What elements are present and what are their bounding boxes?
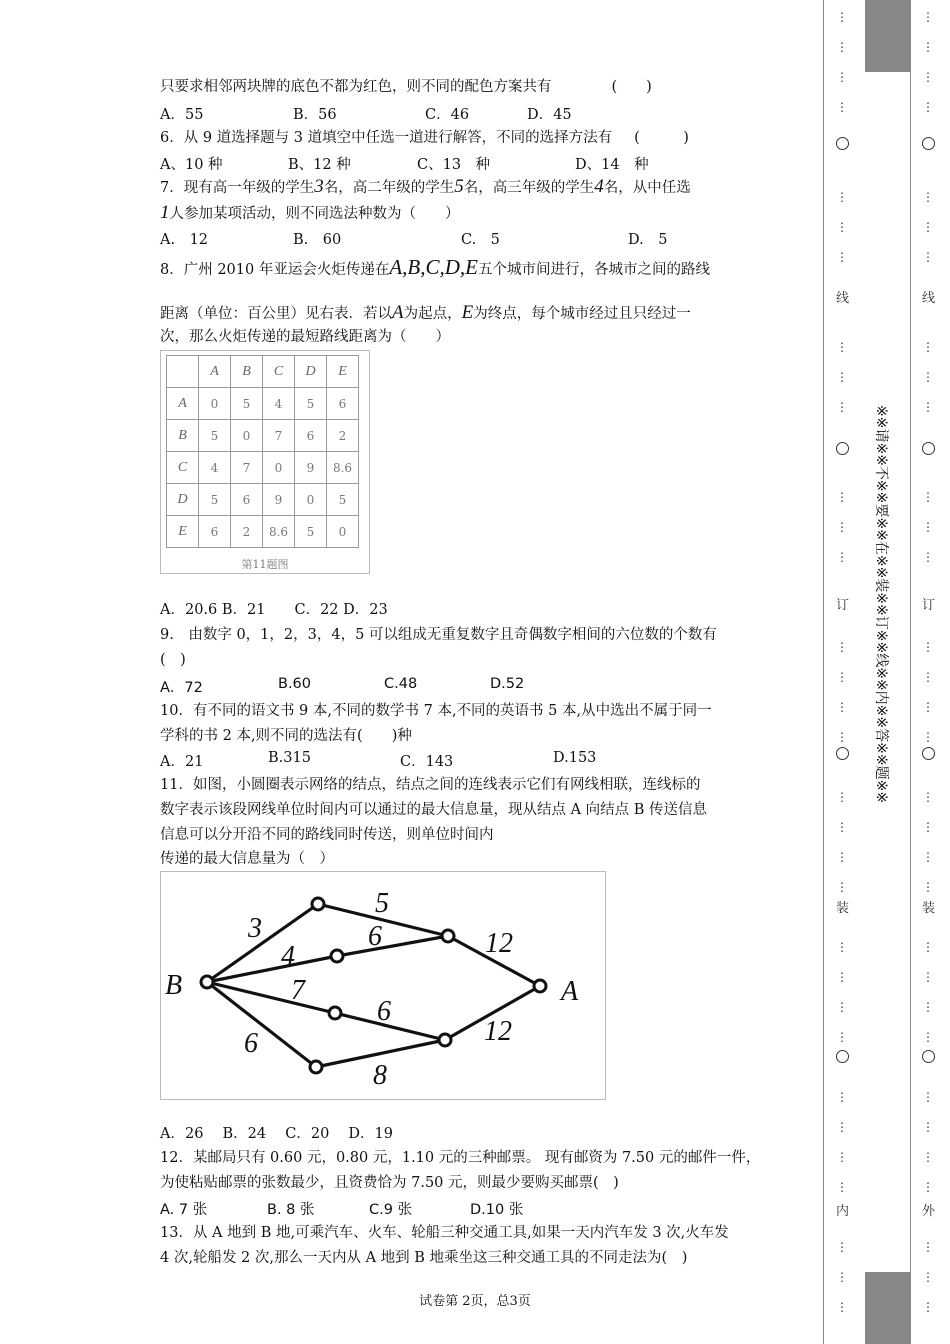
binding-dots: ⋮ (836, 1150, 848, 1164)
node-b-label: B (165, 970, 183, 1001)
binding-dots: ⋮ (836, 820, 848, 834)
table-header-cell: A (199, 356, 231, 388)
table-cell: 2 (327, 420, 359, 452)
binding-gray-bottom (865, 1272, 910, 1344)
q7-option-a: A. 12 (160, 232, 209, 248)
table-row (167, 356, 359, 388)
binding-dots: ⋮ (836, 40, 848, 54)
table-cell: 4 (199, 452, 231, 484)
node-a (534, 980, 546, 992)
binding-circle (922, 137, 935, 150)
binding-label-zhuang: 装 (836, 901, 850, 916)
binding-dots: ⋮ (836, 250, 848, 264)
table-header-cell: B (167, 420, 199, 452)
q5-option-d: D．45 (527, 107, 572, 123)
binding-dots: ⋮ (836, 490, 848, 504)
edge-label: 12 (484, 1016, 512, 1047)
q7-option-c: C. 5 (461, 232, 500, 248)
table-cell: 8.6 (263, 516, 295, 548)
binding-circle (922, 747, 935, 760)
binding-dots: ⋮ (922, 190, 934, 204)
table-cell: 0 (327, 516, 359, 548)
distance-table (166, 355, 359, 548)
binding-dots: ⋮ (922, 1000, 934, 1014)
warning-text: ※※请※※不※※要※※在※※装※※订※※线※※内※※答※※题※※ (873, 405, 889, 804)
table-header-cell: E (167, 516, 199, 548)
binding-dots: ⋮ (922, 1090, 934, 1104)
binding-circle (836, 747, 849, 760)
q7-line1: 7．现有高一年级的学生3名，高二年级的学生5名，高三年级的学生4名，从中任选 (160, 176, 691, 197)
q12-option-c: C.9 张 (369, 1202, 413, 1218)
table-cell: 8.6 (327, 452, 359, 484)
q9-option-d: D.52 (490, 676, 525, 692)
network-diagram (161, 872, 605, 1099)
binding-dots: ⋮ (836, 1300, 848, 1314)
table-row (167, 516, 359, 548)
q11-line1: 11．如图，小圆圈表示网络的结点，结点之间的连线表示它们有网线相联，连线标的 (160, 777, 701, 793)
binding-dots: ⋮ (922, 220, 934, 234)
q6-option-b: B、12 种 (288, 157, 351, 173)
binding-dots: ⋮ (922, 700, 934, 714)
table-cell: 5 (199, 420, 231, 452)
q9-paren: ( ) (160, 652, 186, 668)
binding-label-inner: 内 (836, 1204, 850, 1219)
binding-dots: ⋮ (836, 670, 848, 684)
table-cell: 2 (231, 516, 263, 548)
binding-label-zhuang-outer: 装 (922, 901, 936, 916)
binding-circle (836, 442, 849, 455)
table-header-cell: B (231, 356, 263, 388)
binding-circle (836, 1050, 849, 1063)
table-header-cell: D (295, 356, 327, 388)
binding-strip-outer (910, 0, 950, 1344)
binding-dots: ⋮ (922, 550, 934, 564)
q10-line2: 学科的书 2 本,则不同的选法有( )种 (160, 728, 412, 744)
table-cell: 7 (263, 420, 295, 452)
binding-dots: ⋮ (836, 790, 848, 804)
binding-dots: ⋮ (836, 70, 848, 84)
q6-text: 6．从 9 道选择题与 3 道填空中任选一道进行解答，不同的选择方法有 ( ) (160, 130, 689, 146)
binding-dots: ⋮ (836, 370, 848, 384)
binding-dots: ⋮ (836, 730, 848, 744)
edge-label: 4 (281, 941, 295, 972)
binding-dots: ⋮ (836, 1270, 848, 1284)
binding-label-xian: 线 (836, 291, 850, 306)
binding-dots: ⋮ (836, 100, 848, 114)
binding-dots: ⋮ (836, 1240, 848, 1254)
binding-dots: ⋮ (836, 700, 848, 714)
table-caption: 第11题图 (241, 558, 289, 571)
binding-warning (861, 405, 905, 945)
q10-option-d: D.153 (553, 750, 597, 766)
table-cell: 7 (231, 452, 263, 484)
table-header-cell (167, 356, 199, 388)
table-cell: 4 (263, 388, 295, 420)
edge-label: 3 (248, 913, 262, 944)
q11-line4: 传递的最大信息量为（ ） (160, 851, 334, 867)
distance-table-figure (160, 350, 370, 574)
q9-option-c: C.48 (384, 676, 418, 692)
q12-option-d: D.10 张 (470, 1202, 524, 1218)
binding-dots: ⋮ (922, 250, 934, 264)
q9-text: 9. 由数字 0，1，2，3，4，5 可以组成无重复数字且奇偶数字相间的六位数的个数有 (160, 627, 717, 643)
edge-label: 6 (244, 1028, 258, 1059)
binding-label-outer: 外 (922, 1204, 936, 1219)
q7-option-d: D. 5 (628, 232, 668, 248)
table-cell: 6 (327, 388, 359, 420)
binding-label-ding: 订 (836, 598, 850, 613)
node-b (201, 976, 213, 988)
binding-dots: ⋮ (836, 1000, 848, 1014)
binding-dots: ⋮ (836, 1180, 848, 1194)
node (442, 930, 454, 942)
binding-dots: ⋮ (836, 340, 848, 354)
q5-option-b: B．56 (293, 107, 337, 123)
q5-text: 只要求相邻两块牌的底色不都为红色，则不同的配色方案共有 ( ) (160, 79, 652, 95)
binding-dots: ⋮ (922, 400, 934, 414)
node-a-label: A (561, 976, 579, 1007)
edge-label: 12 (485, 928, 513, 959)
binding-dots: ⋮ (836, 190, 848, 204)
binding-dots: ⋮ (922, 70, 934, 84)
binding-dots: ⋮ (922, 520, 934, 534)
q8-line1: 8．广州 2010 年亚运会火炬传递在A,B,C,D,E五个城市间进行，各城市之间的路线 (160, 255, 711, 279)
binding-dots: ⋮ (836, 220, 848, 234)
q8-options: A．20.6 B．21 C．22 D．23 (160, 602, 388, 618)
table-header-cell: C (263, 356, 295, 388)
binding-dots: ⋮ (922, 340, 934, 354)
binding-dots: ⋮ (922, 40, 934, 54)
q13-line1: 13．从 A 地到 B 地,可乘汽车、火车、轮船三种交通工具,如果一天内汽车发 3 次,火车发 (160, 1225, 729, 1241)
table-cell: 5 (199, 484, 231, 516)
binding-dots: ⋮ (836, 10, 848, 24)
binding-circle (922, 442, 935, 455)
q9-option-b: B.60 (278, 676, 312, 692)
binding-dots: ⋮ (922, 1240, 934, 1254)
q10-option-b: B.315 (268, 750, 311, 766)
table-header-cell: D (167, 484, 199, 516)
binding-dots: ⋮ (836, 400, 848, 414)
binding-dots: ⋮ (836, 1030, 848, 1044)
binding-label-xian-outer: 线 (922, 291, 936, 306)
binding-dots: ⋮ (836, 1090, 848, 1104)
table-header-cell: C (167, 452, 199, 484)
table-cell: 0 (199, 388, 231, 420)
binding-circle (922, 1050, 935, 1063)
table-cell: 0 (295, 484, 327, 516)
edge-label: 5 (375, 888, 389, 919)
node (331, 950, 343, 962)
binding-dots: ⋮ (922, 970, 934, 984)
binding-dots: ⋮ (922, 820, 934, 834)
q5-option-a: A．55 (160, 107, 204, 123)
binding-dots: ⋮ (922, 1030, 934, 1044)
page-footer: 试卷第 2页，总3页 (419, 1294, 531, 1309)
binding-dots: ⋮ (836, 550, 848, 564)
network-figure (160, 871, 606, 1100)
q8-line3: 次，那么火炬传递的最短路线距离为（ ） (160, 329, 450, 345)
binding-dots: ⋮ (922, 640, 934, 654)
q7-line2: 1人参加某项活动，则不同选法种数为（ ） (160, 202, 460, 223)
binding-dots: ⋮ (922, 1120, 934, 1134)
table-row (167, 484, 359, 516)
binding-dots: ⋮ (836, 880, 848, 894)
q6-option-d: D、14 种 (575, 157, 649, 173)
binding-dots: ⋮ (922, 880, 934, 894)
binding-dots: ⋮ (922, 10, 934, 24)
q10-line1: 10．有不同的语文书 9 本,不同的数学书 7 本,不同的英语书 5 本,从中选出不属于同一 (160, 703, 712, 719)
table-cell: 5 (295, 516, 327, 548)
binding-dots: ⋮ (922, 790, 934, 804)
q10-option-c: C．143 (400, 754, 454, 770)
q11-line3: 信息可以分开沿不同的路线同时传送，则单位时间内 (160, 827, 494, 843)
binding-circle (836, 137, 849, 150)
binding-dots: ⋮ (836, 940, 848, 954)
node (439, 1034, 451, 1046)
table-cell: 0 (263, 452, 295, 484)
table-row (167, 452, 359, 484)
table-cell: 5 (231, 388, 263, 420)
binding-dots: ⋮ (922, 1180, 934, 1194)
table-cell: 6 (231, 484, 263, 516)
binding-label-ding-outer: 订 (922, 598, 936, 613)
binding-gray-top (865, 0, 910, 72)
table-cell: 6 (295, 420, 327, 452)
table-header-cell: E (327, 356, 359, 388)
binding-dots: ⋮ (836, 640, 848, 654)
binding-dots: ⋮ (922, 1150, 934, 1164)
q6-option-a: A、10 种 (160, 157, 223, 173)
binding-dots: ⋮ (922, 850, 934, 864)
binding-dots: ⋮ (922, 730, 934, 744)
q10-option-a: A．21 (160, 754, 204, 770)
q8-line2: 距离（单位：百公里）见右表．若以A为起点，E为终点，每个城市经过且只经过一 (160, 302, 691, 323)
table-cell: 5 (327, 484, 359, 516)
node (312, 898, 324, 910)
binding-dots: ⋮ (922, 490, 934, 504)
q11-line2: 数字表示该段网线单位时间内可以通过的最大信息量，现从结点 A 向结点 B 传送信息 (160, 802, 708, 818)
table-row (167, 420, 359, 452)
binding-dots: ⋮ (836, 520, 848, 534)
q12-option-b: B. 8 张 (267, 1202, 315, 1218)
edge-label: 6 (368, 921, 382, 952)
table-row (167, 388, 359, 420)
table-cell: 9 (263, 484, 295, 516)
binding-dots: ⋮ (836, 850, 848, 864)
node (310, 1061, 322, 1073)
table-header-cell: A (167, 388, 199, 420)
binding-dots: ⋮ (922, 370, 934, 384)
q12-line2: 为使粘贴邮票的张数最少，且资费恰为 7.50 元，则最少要购买邮票( ) (160, 1175, 619, 1191)
table-cell: 9 (295, 452, 327, 484)
binding-dots: ⋮ (922, 1300, 934, 1314)
binding-dots: ⋮ (922, 1270, 934, 1284)
binding-dots: ⋮ (922, 940, 934, 954)
q13-line2: 4 次,轮船发 2 次,那么一天内从 A 地到 B 地乘坐这三种交通工具的不同走法为( ) (160, 1250, 688, 1266)
q9-option-a: A．72 (160, 680, 203, 696)
edge-label: 8 (373, 1060, 387, 1091)
binding-dots: ⋮ (922, 100, 934, 114)
table-cell: 6 (199, 516, 231, 548)
q12-option-a: A. 7 张 (160, 1202, 208, 1218)
binding-dots: ⋮ (836, 970, 848, 984)
node (329, 1007, 341, 1019)
binding-dots: ⋮ (922, 670, 934, 684)
table-cell: 5 (295, 388, 327, 420)
table-cell: 0 (231, 420, 263, 452)
q12-line1: 12．某邮局只有 0.60 元，0.80 元，1.10 元的三种邮票。 现有邮资为 7.50 元的邮件一件， (160, 1150, 761, 1166)
q6-option-c: C、13 种 (417, 157, 491, 173)
edge-label: 6 (377, 996, 391, 1027)
q5-option-c: C．46 (425, 107, 470, 123)
edge-label: 7 (291, 975, 305, 1006)
q11-options: A．26 B．24 C．20 D．19 (160, 1126, 393, 1142)
binding-dots: ⋮ (836, 1120, 848, 1134)
q7-option-b: B. 60 (293, 232, 342, 248)
